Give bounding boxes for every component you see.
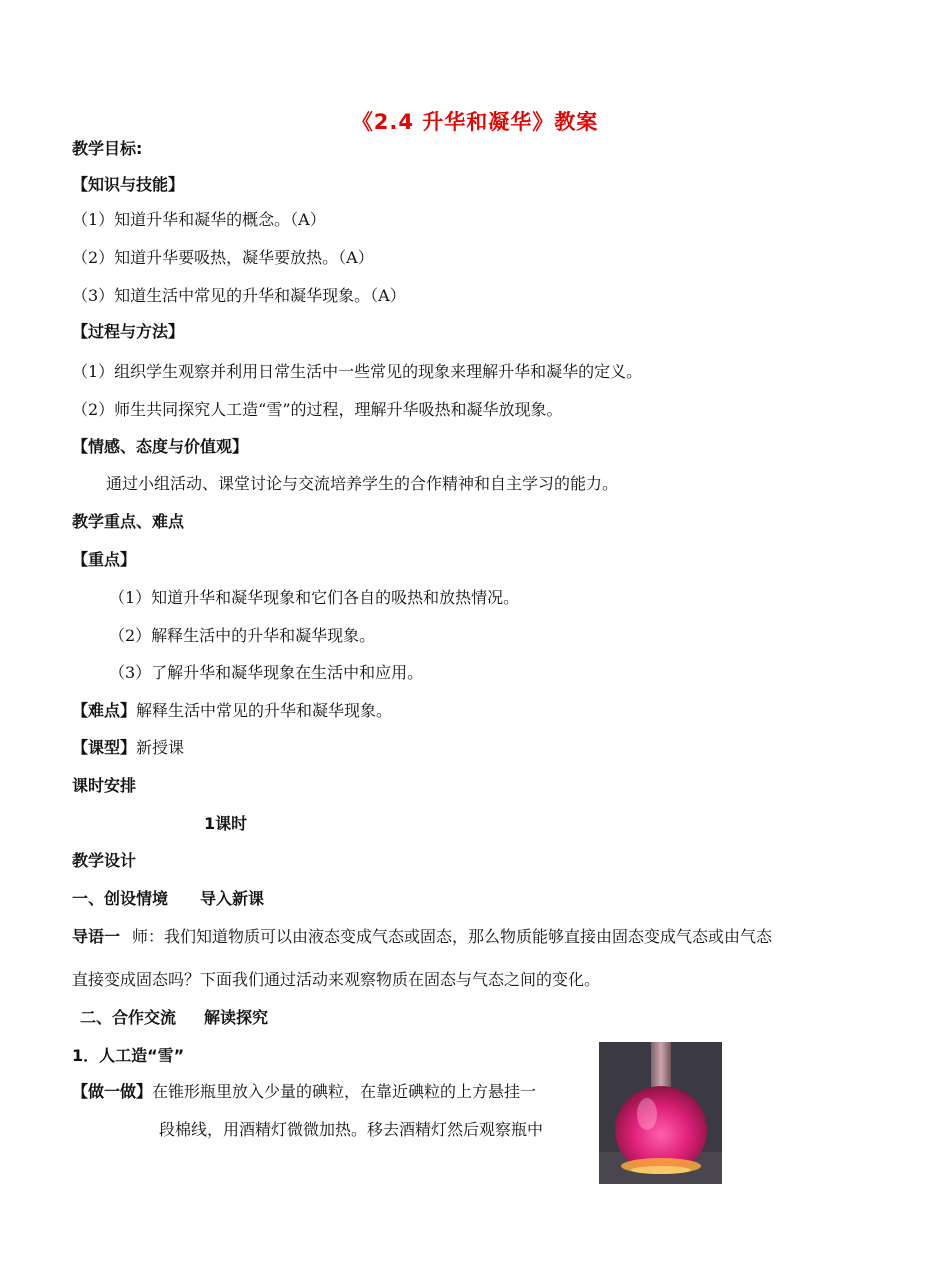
- schedule-heading: 课时安排: [72, 776, 137, 795]
- emotion-text: 通过小组活动、课堂讨论与交流培养学生的合作精神和自主学习的能力。: [106, 474, 619, 493]
- difficult-line: [72, 701, 392, 721]
- section-1-part-a: 一、创设情境: [72, 889, 169, 908]
- key-difficult-heading: 教学重点、难点: [72, 512, 185, 531]
- section-2-heading: [80, 1008, 268, 1028]
- key-heading: 【重点】: [72, 550, 137, 569]
- knowledge-item-3: （3）知道生活中常见的升华和凝华现象。（A）: [72, 286, 406, 305]
- difficult-text: 解释生活中常见的升华和凝华现象。: [136, 701, 393, 720]
- section-1-part-b: 导入新课: [200, 889, 265, 908]
- process-item-1: （1）组织学生观察并利用日常生活中一些常见的现象来理解升华和凝华的定义。: [72, 362, 643, 381]
- activity-line-2: 段棉线，用酒精灯微微加热。移去酒精灯然后观察瓶中: [159, 1120, 544, 1139]
- intro-line-2: 直接变成固态吗？下面我们通过活动来观察物质在固态与气态之间的变化。: [72, 970, 601, 989]
- knowledge-item-1: （1）知道升华和凝华的概念。（A）: [72, 210, 326, 229]
- flask-illustration: [599, 1042, 722, 1184]
- section-1-heading: [72, 889, 264, 909]
- key-item-2: （2）解释生活中的升华和凝华现象。: [109, 626, 376, 645]
- key-item-3: （3）了解升华和凝华现象在生活中和应用。: [109, 663, 424, 682]
- key-item-1: （1）知道升华和凝华现象和它们各自的吸热和放热情况。: [109, 588, 520, 607]
- objectives-heading: 教学目标:: [72, 139, 143, 158]
- intro-line-1: [72, 927, 772, 947]
- design-heading: 教学设计: [72, 851, 137, 870]
- section-2-part-b: 解读探究: [204, 1008, 269, 1027]
- process-heading: 【过程与方法】: [72, 322, 185, 341]
- iodine-flask-photo: [599, 1042, 722, 1184]
- knowledge-item-2: （2）知道升华要吸热，凝华要放热。（A）: [72, 248, 374, 267]
- lesson-type-text: 新授课: [136, 738, 185, 757]
- schedule-text: 1课时: [204, 814, 248, 833]
- activity-text-1: 在锥形瓶里放入少量的碘粒，在靠近碘粒的上方悬挂一: [152, 1082, 537, 1101]
- section-2-part-a: 二、合作交流: [80, 1008, 177, 1027]
- emotion-heading: 【情感、态度与价值观】: [72, 437, 249, 456]
- document-title: 《2.4 升华和凝华》教案: [351, 110, 599, 134]
- process-item-2: （2）师生共同探究人工造“雪”的过程，理解升华吸热和凝华放现象。: [72, 400, 563, 419]
- knowledge-heading: 【知识与技能】: [72, 175, 185, 194]
- activity-label: 【做一做】: [72, 1082, 153, 1101]
- subsection-1-heading: 1．人工造“雪”: [72, 1046, 185, 1065]
- lesson-type-line: [72, 738, 184, 758]
- activity-line-1: [72, 1082, 536, 1102]
- intro-label: 导语一: [72, 927, 121, 946]
- difficult-label: 【难点】: [72, 701, 137, 720]
- intro-text-1: 师：我们知道物质可以由液态变成气态或固态，那么物质能够直接由固态变成气态或由气态: [132, 927, 773, 946]
- lesson-type-label: 【课型】: [72, 738, 137, 757]
